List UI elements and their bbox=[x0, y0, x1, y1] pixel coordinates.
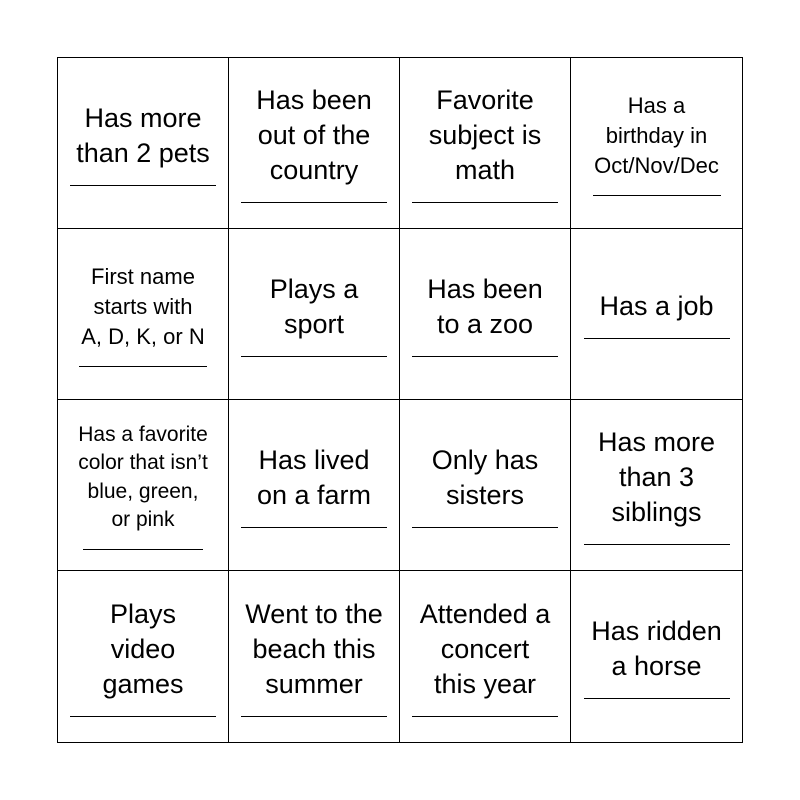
signature-line bbox=[241, 202, 387, 203]
bingo-cell-13[interactable] bbox=[58, 571, 229, 742]
signature-line bbox=[412, 716, 558, 717]
bingo-cell-2[interactable] bbox=[229, 58, 400, 229]
bingo-cell-10[interactable] bbox=[229, 400, 400, 571]
bingo-cell-5[interactable] bbox=[58, 229, 229, 400]
bingo-cell-6[interactable] bbox=[229, 229, 400, 400]
bingo-cell-8[interactable] bbox=[571, 229, 742, 400]
cell-prompt: Has more than 2 pets bbox=[76, 102, 210, 168]
cell-prompt: Attended a concert this year bbox=[419, 598, 551, 699]
cell-prompt: Has a job bbox=[599, 291, 714, 321]
signature-line bbox=[412, 527, 558, 528]
signature-line bbox=[83, 549, 203, 550]
bingo-cell-9[interactable] bbox=[58, 400, 229, 571]
signature-line bbox=[584, 544, 730, 545]
signature-line bbox=[241, 356, 387, 357]
cell-prompt: Plays a sport bbox=[269, 273, 359, 339]
cell-prompt: Has been to a zoo bbox=[427, 273, 543, 339]
cell-prompt: Has more than 3 siblings bbox=[597, 427, 716, 527]
signature-line bbox=[70, 185, 216, 186]
bingo-cell-16[interactable] bbox=[571, 571, 742, 742]
cell-prompt: Has lived on a farm bbox=[256, 444, 372, 510]
cell-prompt: Has been out of the country bbox=[256, 85, 372, 185]
signature-line bbox=[412, 202, 558, 203]
signature-line bbox=[79, 366, 207, 367]
bingo-cell-1[interactable] bbox=[58, 58, 229, 229]
bingo-cell-11[interactable] bbox=[400, 400, 571, 571]
bingo-cell-14[interactable] bbox=[229, 571, 400, 742]
cell-prompt: Favorite subject is math bbox=[428, 85, 542, 185]
bingo-cell-3[interactable] bbox=[400, 58, 571, 229]
signature-line bbox=[241, 716, 387, 717]
bingo-cell-15[interactable] bbox=[400, 571, 571, 742]
cell-prompt: Has a favorite color that isn’t blue, green, or pink bbox=[78, 422, 208, 531]
cell-prompt: Plays video games bbox=[102, 598, 184, 699]
cell-prompt: Has a birthday in Oct/Nov/Dec bbox=[594, 92, 719, 178]
signature-line bbox=[241, 527, 387, 528]
bingo-cell-7[interactable] bbox=[400, 229, 571, 400]
bingo-card bbox=[57, 57, 743, 743]
cell-prompt: Has ridden a horse bbox=[591, 616, 722, 681]
signature-line bbox=[412, 356, 558, 357]
signature-line bbox=[584, 698, 730, 699]
signature-line bbox=[593, 195, 721, 196]
cell-prompt: Went to the beach this summer bbox=[245, 598, 383, 699]
signature-line bbox=[70, 716, 216, 717]
cell-prompt: Only has sisters bbox=[431, 444, 539, 510]
cell-prompt: First name starts with A, D, K, or N bbox=[81, 263, 205, 349]
bingo-cell-12[interactable] bbox=[571, 400, 742, 571]
bingo-cell-4[interactable] bbox=[571, 58, 742, 229]
signature-line bbox=[584, 338, 730, 339]
